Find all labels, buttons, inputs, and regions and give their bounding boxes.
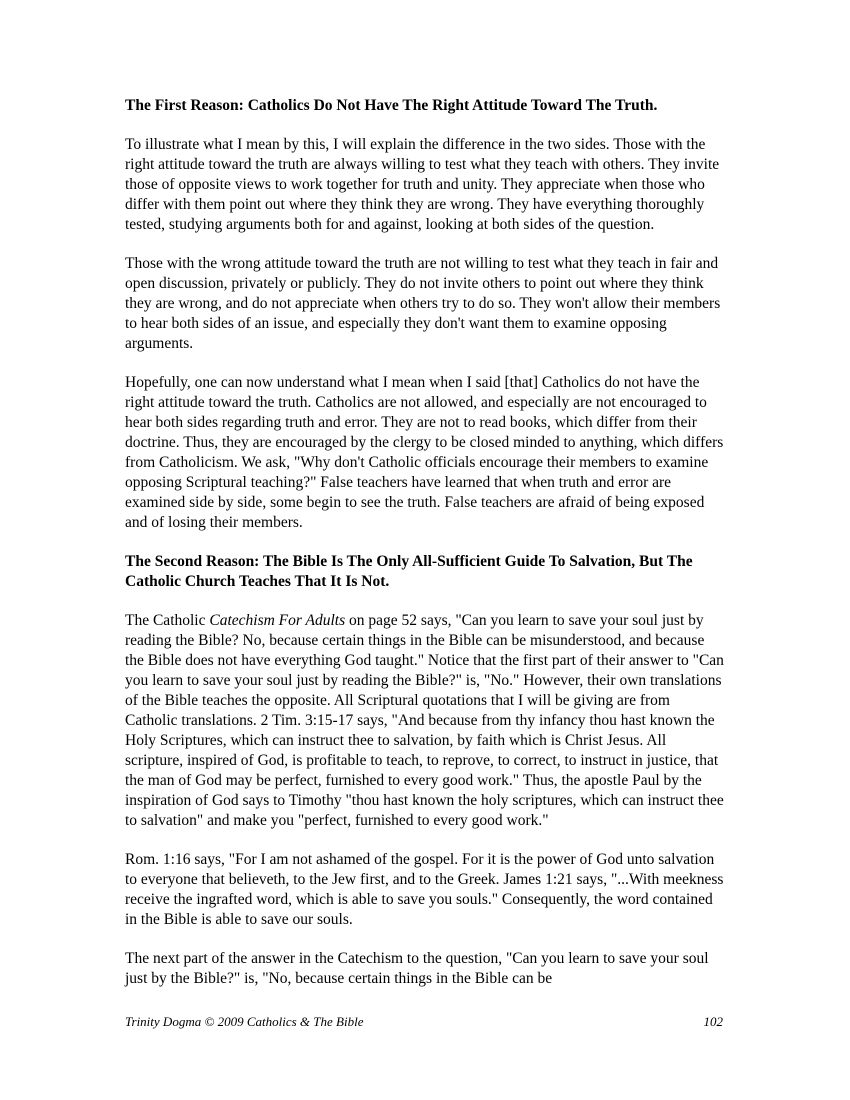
text-span: The Catholic [125,612,210,629]
section-heading-first-reason: The First Reason: Catholics Do Not Have The Right Attitude Toward The Truth. [125,97,658,114]
paragraph-catechism [125,611,725,831]
footer-title: Trinity Dogma © 2009 Catholics & The Bible [125,1014,364,1029]
paragraph: To illustrate what I mean by this, I will explain the difference in the two sides. Those with the right attitude toward the truth are always willing to test what they teach with others. They invite those of opposite views to work together for truth and unity. They appreciate when those who differ with them point out where they think they are wrong. They have everything thoroughly tested, studying arguments both for and against, looking at both sides of the question. [125,136,720,233]
text-span: on page 52 says, "Can you learn to save your soul just by reading the Bible? No, because certain things in the Bible can be misunderstood, and because the Bible does not have everything God taught." Notice that the first part of their answer to "Can you learn to save your soul just by reading the Bible?" is, "No." However, their own translations of the Bible teaches the opposite. All Scriptural quotations that I will be giving are from Catholic translations. 2 Tim. 3:15-17 says, "And because from thy infancy thou hast known the Holy Scriptures, which can instruct thee to salvation, by faith which is Christ Jesus. All scripture, inspired of God, is profitable to teach, to reprove, to correct, to instruct in justice, that the man of God may be perfect, furnished to every good work." Thus, the apostle Paul by the inspiration of God says to Timothy "thou hast known the holy scriptures, which can instruct thee to salvation" and make you "perfect, furnished to every good work." [125,612,724,829]
paragraph: Hopefully, one can now understand what I mean when I said [that] Catholics do not have the right attitude toward the truth. Catholics are not allowed, and especially are not encouraged to hear both sides regarding truth and error. They are not to read books, which differ from their doctrine. Thus, they are encouraged by the clergy to be closed minded to anything, which differs from Catholicism. We ask, "Why don't Catholic officials encourage their members to examine opposing Scriptural teaching?" False teachers have learned that when truth and error are examined side by side, some begin to see the truth. False teachers are afraid of being exposed and of losing their members. [125,374,724,531]
paragraph: The next part of the answer in the Catechism to the question, "Can you learn to save your soul just by the Bible?" is, "No, because certain things in the Bible can be [125,950,709,987]
page-number: 102 [703,1014,723,1029]
paragraph: Those with the wrong attitude toward the truth are not willing to test what they teach in fair and open discussion, privately or publicly. They do not invite others to point out where they think they are wrong, and do not appreciate when others try to do so. They won't allow their members to hear both sides of an issue, and especially they don't want them to examine opposing arguments. [125,255,721,352]
document-body [125,96,725,1008]
paragraph: Rom. 1:16 says, "For I am not ashamed of the gospel. For it is the power of God unto salvation to everyone that believeth, to the Jew first, and to the Greek. James 1:21 says, "...With meekness receive the ingrafted word, which is able to save you souls." Consequently, the word contained in the Bible is able to save our souls. [125,851,724,928]
book-title: Catechism For Adults [209,612,346,629]
section-heading-second-reason: The Second Reason: The Bible Is The Only All-Sufficient Guide To Salvation, But The Catholic Church Teaches That It Is Not. [125,553,693,590]
